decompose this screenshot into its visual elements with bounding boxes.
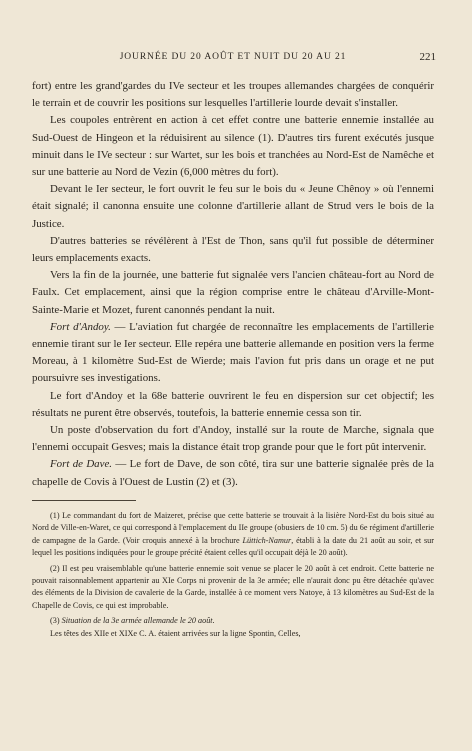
footnote-1 [32, 510, 434, 560]
paragraph-text: — Le fort de Dave, de son côté, tira sur une batterie signalée près de la chapelle de Covis à l'Ouest de Lustin (2) et (3). [32, 458, 434, 488]
paragraph: Vers la fin de la journée, une batterie fut signalée vers l'ancien château-fort au Nord de Faulx. Cet emplacement, ainsi que la région comprise entre le château d'Arville-Mont-Sainte-Marie et Mozet, furent canonnés pendant la nuit. [32, 269, 434, 316]
footnote-book-title: Lüttich-Namur [242, 535, 292, 545]
footnote-3 [32, 615, 434, 627]
running-head: JOURNÉE DU 20 AOÛT ET NUIT DU 20 AU 21 [119, 52, 347, 62]
section-heading-fort-andoy: Fort d'Andoy. [50, 320, 111, 333]
footnote-text: (1) Le commandant du fort de Maizeret, précise que cette batterie se trouvait à la lisière Nord-Est du bois situé au Nord de Ville-en-Waret, ce qui correspond à l'emplacement du IIe groupe (obusiers de 10 cm. 5) du 6e régiment d'artillerie de campagne de la Garde. (Voir croquis annexé à la brochure [32, 511, 435, 545]
footnote-number: (3) [50, 616, 62, 626]
page-number: 221 [419, 51, 436, 63]
footnote-3-continued: Les têtes des XIIe et XIXe C. A. étaient arrivées sur la ligne Spontin, Celles, [50, 628, 301, 638]
footnote-heading: Situation de la 3e armée allemande le 20 août. [61, 616, 215, 626]
paragraph: fort) entre les grand'gardes du IVe secteur et les troupes allemandes chargées de conquérir le terrain et de couvrir les positions sur lesquelles l'artillerie lourde devait s'installer. [32, 80, 434, 110]
paragraph-fort-andoy [32, 319, 434, 388]
footnote-2: (2) Il est peu vraisemblable qu'une batterie ennemie soit venue se placer le 20 août à cet endroit. Cette batterie ne pouvait raisonnablement appartenir au XIe Corps ni provenir de la 3e armée; elle n'aurait donc pu être détachée qu'avec des éléments de la Division de cavalerie de la Garde, installée à ce moment vers Natoye, à 13 kilomètres au Sud-Est de la Chapelle de Covis, ce qui est improbable. [32, 563, 434, 610]
paragraph: Devant le Ier secteur, le fort ouvrit le feu sur le bois du « Jeune Chênoy » où l'ennemi était signalé; il canonna ensuite une colonne d'artillerie allant de Strud vers le bois de la Justice. [32, 183, 434, 230]
paragraph-fort-dave [32, 456, 434, 490]
footnote-separator [32, 500, 136, 501]
section-heading-fort-dave: Fort de Dave. [50, 458, 113, 471]
paragraph: Le fort d'Andoy et la 68e batterie ouvrirent le feu en dispersion sur cet objectif; les résultats ne purent être observés, toutefois, la batterie ennemie cessa son tir. [32, 389, 434, 419]
paragraph-text: — L'aviation fut chargée de reconnaître les emplacements de l'artillerie ennemie tirant sur le Ier secteur. Elle repéra une batterie allemande en position vers la ferme Moreau, à 1 kilomètre Sud-Est de Wierde; mais l'avion fut pris dans un orage et ne put poursuivre ses investigations. [32, 320, 434, 385]
paragraph: D'autres batteries se révélèrent à l'Est de Thon, sans qu'il fut possible de déterminer leurs emplacements exacts. [32, 234, 434, 265]
page-header [30, 52, 436, 68]
paragraph: Les coupoles entrèrent en action à cet effet contre une batterie ennemie installée au Sud-Ouest de Hingeon et la réduisirent au silence (1). D'autres tirs furent exécutés jusque minuit dans le IVe secteur : sur Wartet, sur les bois et tranchées au Nord-Est de Namêche et sur une batterie au Nord de Vezin (6,000 mètres du fort). [32, 114, 434, 179]
footnote-text: , établi à la date du 21 août au soir, et sur lequel les positions indiquées pour le groupe précité étaient celles qu'il occupait déjà le 20 août). [32, 535, 435, 558]
paragraph: Un poste d'observation du fort d'Andoy, installé sur la route de Marche, signala que l'ennemi occupait Gesves; mais la distance était trop grande pour que le fort pût intervenir. [32, 424, 434, 454]
footnotes [32, 510, 434, 640]
main-text [32, 78, 434, 491]
